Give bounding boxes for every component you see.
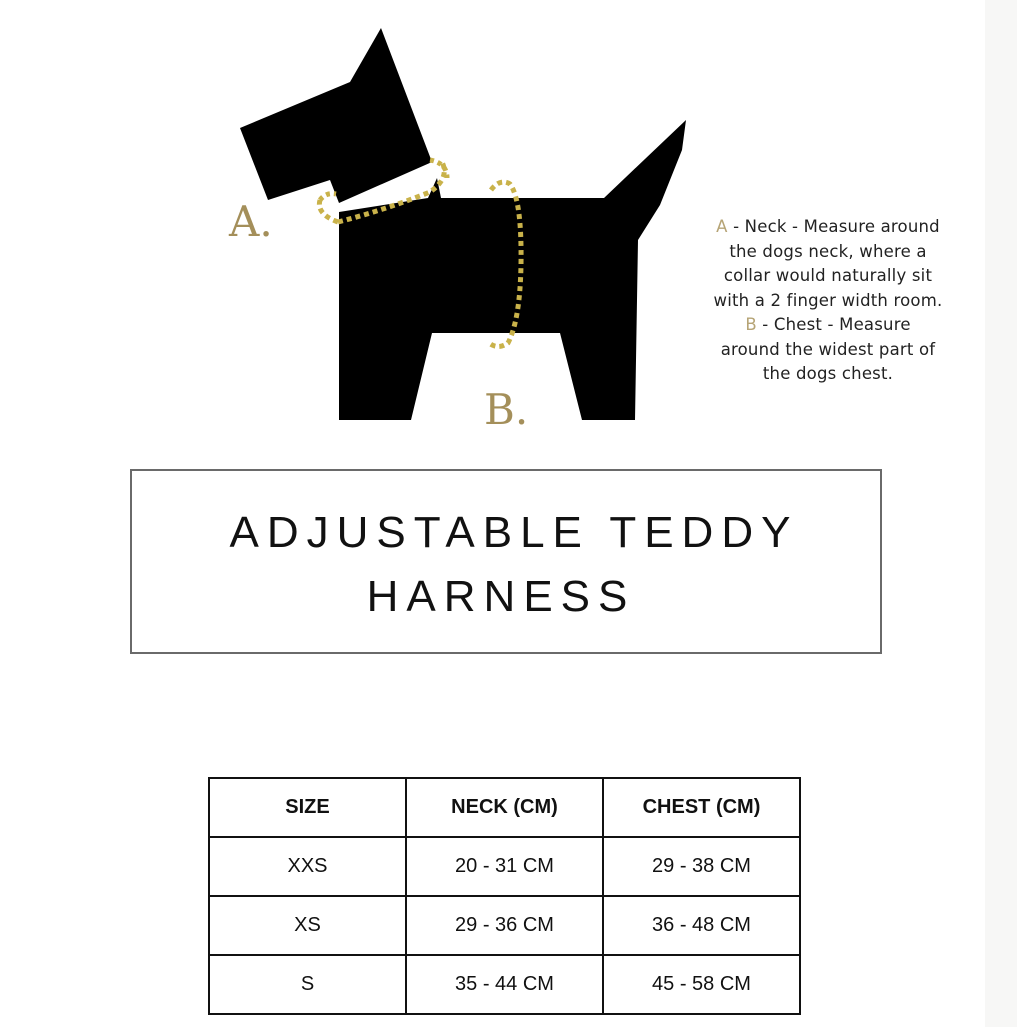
header-chest: CHEST (CM) — [603, 778, 800, 837]
cell-chest: 29 - 38 CM — [603, 837, 800, 896]
instruction-line: the dogs chest. — [762, 364, 894, 383]
table-header-row — [209, 778, 800, 837]
instruction-line: with a 2 finger width room. — [713, 290, 943, 310]
instruction-line — [700, 215, 956, 240]
cell-neck: 20 - 31 CM — [406, 837, 603, 896]
cell-size: S — [209, 955, 406, 1014]
page-margin-strip — [985, 0, 1017, 1027]
cell-neck: 35 - 44 CM — [406, 955, 603, 1014]
label-a: A. — [229, 197, 273, 246]
instruction-letter-a: A — [716, 217, 728, 236]
table-row — [209, 896, 800, 955]
page-title-line-2: HARNESS — [366, 572, 636, 621]
cell-size: XS — [209, 896, 406, 955]
cell-neck: 29 - 36 CM — [406, 896, 603, 955]
instruction-text: - Chest - Measure — [756, 315, 911, 334]
instruction-text: - Neck - Measure around — [727, 217, 940, 236]
instruction-letter-b: B — [745, 315, 757, 334]
header-neck: NECK (CM) — [406, 778, 603, 837]
instruction-line: the dogs neck, where a — [729, 241, 927, 261]
instruction-line: collar would naturally sit — [723, 266, 933, 285]
cell-size: XXS — [209, 837, 406, 896]
instruction-line — [700, 313, 956, 338]
size-chart-table — [208, 777, 801, 1015]
dog-head-shape — [240, 28, 432, 203]
cell-chest: 36 - 48 CM — [603, 896, 800, 955]
table-row — [209, 837, 800, 896]
dog-measurement-diagram — [0, 0, 700, 450]
table-row — [209, 955, 800, 1014]
label-b: B. — [484, 385, 529, 434]
title-box — [130, 469, 882, 654]
cell-chest: 45 - 58 CM — [603, 955, 800, 1014]
instruction-line: around the widest part of — [720, 339, 936, 359]
page-title-line-1: ADJUSTABLE TEDDY — [229, 508, 799, 557]
measurement-instructions — [700, 215, 956, 387]
header-size: SIZE — [209, 778, 406, 837]
